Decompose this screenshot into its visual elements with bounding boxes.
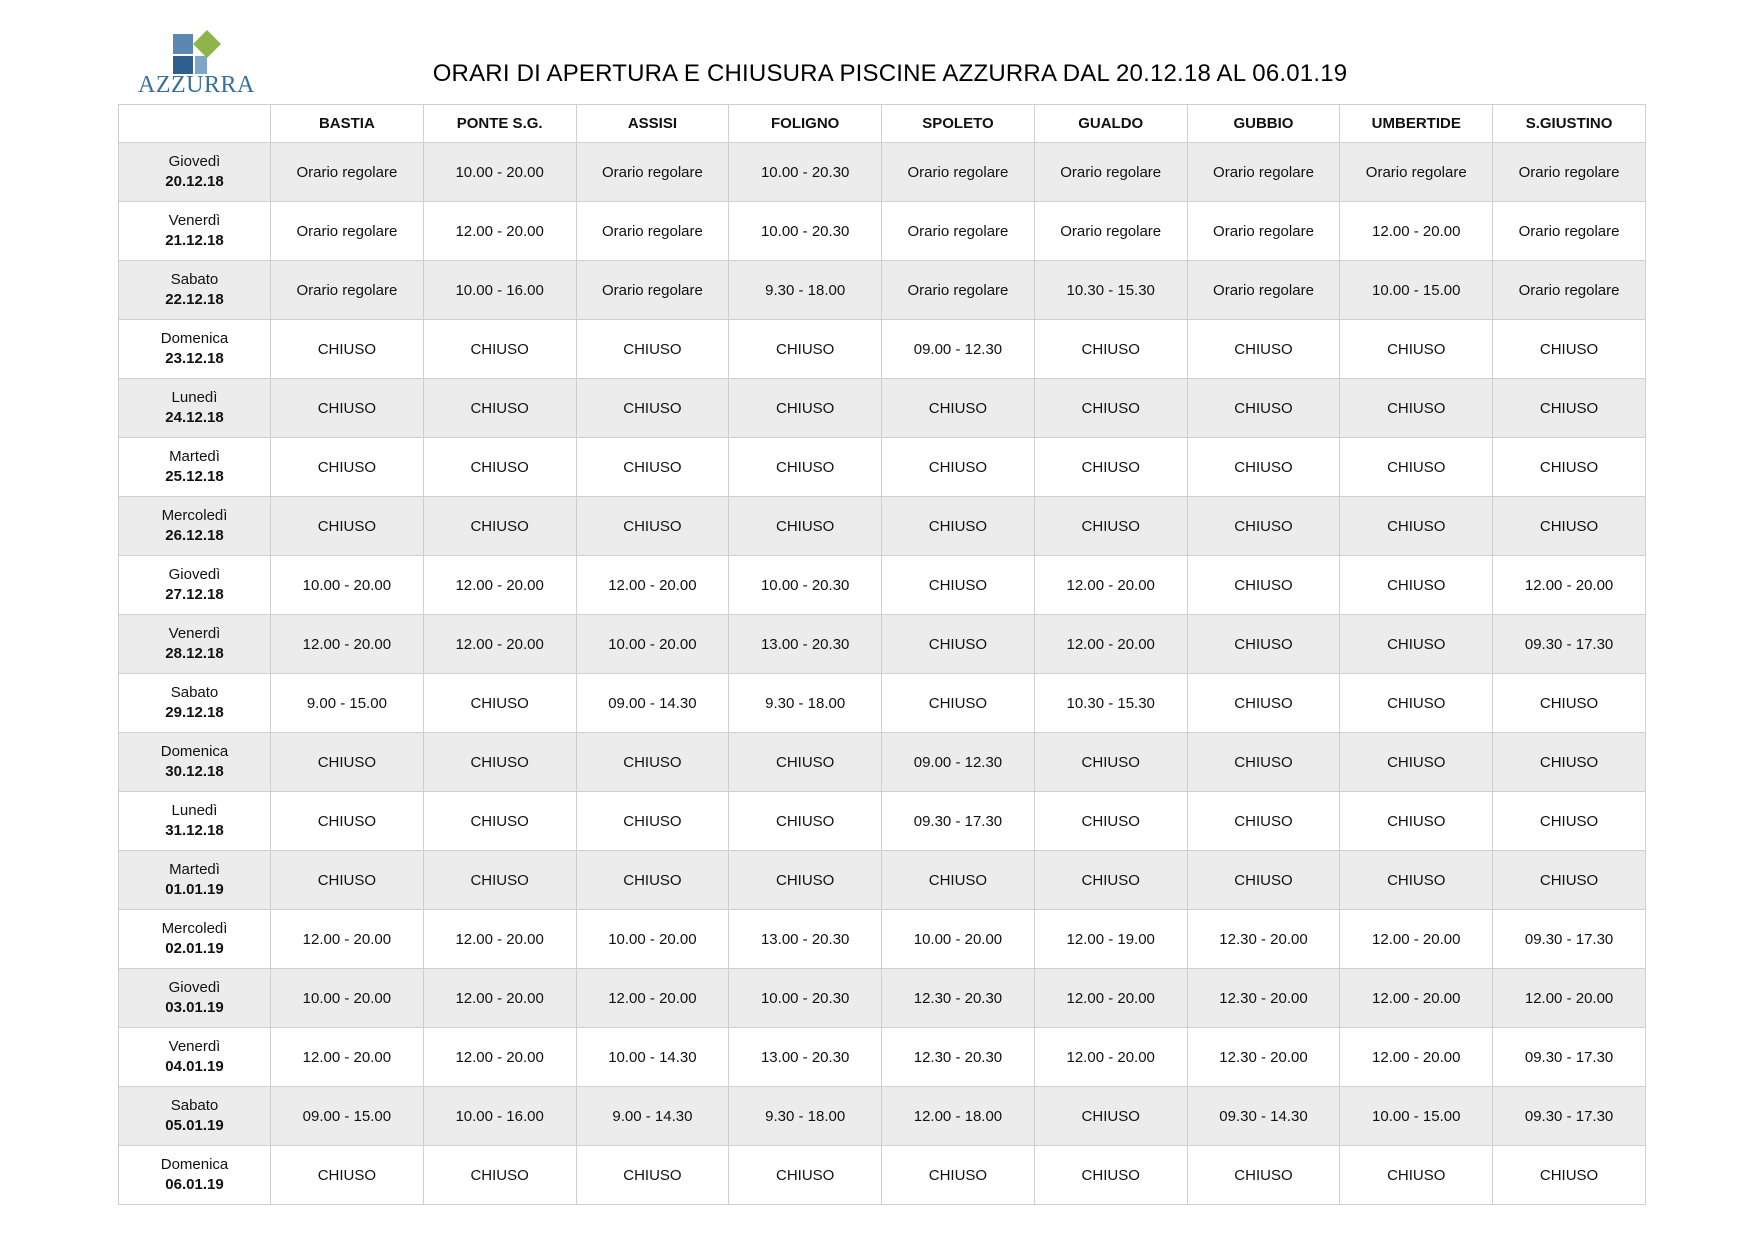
table-row	[119, 202, 1646, 261]
day-cell	[119, 851, 271, 910]
hours-cell: CHIUSO	[1340, 733, 1493, 792]
hours-cell: 10.00 - 20.00	[271, 969, 424, 1028]
hours-cell: 10.00 - 20.30	[729, 969, 882, 1028]
hours-cell: 12.00 - 20.00	[1340, 969, 1493, 1028]
day-date: 02.01.19	[165, 940, 224, 957]
opening-hours-table	[118, 104, 1646, 1205]
day-cell	[119, 969, 271, 1028]
hours-cell: CHIUSO	[729, 792, 882, 851]
hours-cell: 12.00 - 20.00	[1340, 910, 1493, 969]
hours-cell: Orario regolare	[576, 202, 729, 261]
hours-cell: 9.00 - 14.30	[576, 1087, 729, 1146]
hours-cell: 12.00 - 20.00	[1034, 1028, 1187, 1087]
table-row	[119, 556, 1646, 615]
hours-cell: 10.00 - 14.30	[576, 1028, 729, 1087]
hours-cell: 12.30 - 20.00	[1187, 969, 1340, 1028]
day-cell	[119, 910, 271, 969]
hours-cell: 12.30 - 20.00	[1187, 1028, 1340, 1087]
day-cell	[119, 556, 271, 615]
hours-cell: Orario regolare	[576, 143, 729, 202]
hours-cell: CHIUSO	[423, 379, 576, 438]
day-date: 30.12.18	[165, 763, 224, 780]
table-row	[119, 851, 1646, 910]
day-name: Giovedì	[168, 979, 221, 996]
hours-cell: CHIUSO	[729, 497, 882, 556]
day-name: Giovedì	[168, 566, 221, 583]
hours-cell: 12.00 - 20.00	[271, 615, 424, 674]
hours-cell: CHIUSO	[1034, 1146, 1187, 1205]
hours-cell: CHIUSO	[1493, 733, 1646, 792]
hours-cell: 12.00 - 20.00	[1340, 1028, 1493, 1087]
day-cell	[119, 379, 271, 438]
table-row	[119, 1087, 1646, 1146]
day-name: Venerdì	[168, 1038, 221, 1055]
hours-cell: CHIUSO	[729, 320, 882, 379]
day-cell	[119, 143, 271, 202]
day-cell	[119, 1028, 271, 1087]
day-name: Venerdì	[168, 212, 221, 229]
day-date: 22.12.18	[165, 291, 224, 308]
day-date: 31.12.18	[165, 822, 224, 839]
hours-cell: Orario regolare	[271, 202, 424, 261]
hours-cell: CHIUSO	[1034, 851, 1187, 910]
day-cell	[119, 320, 271, 379]
day-name: Lunedì	[171, 802, 218, 819]
day-name: Mercoledì	[161, 920, 228, 937]
hours-cell: CHIUSO	[1340, 438, 1493, 497]
hours-cell: 12.00 - 20.00	[423, 615, 576, 674]
hours-cell: CHIUSO	[729, 851, 882, 910]
column-header-pool: GUBBIO	[1187, 105, 1340, 143]
hours-cell: CHIUSO	[271, 851, 424, 910]
hours-cell: 12.00 - 20.00	[1493, 556, 1646, 615]
hours-cell: Orario regolare	[1493, 202, 1646, 261]
column-header-pool: PONTE S.G.	[423, 105, 576, 143]
hours-cell: CHIUSO	[271, 792, 424, 851]
hours-cell: CHIUSO	[1340, 615, 1493, 674]
hours-cell: CHIUSO	[729, 438, 882, 497]
hours-cell: CHIUSO	[423, 497, 576, 556]
hours-cell: Orario regolare	[271, 261, 424, 320]
day-name: Domenica	[160, 1156, 229, 1173]
column-header-pool: FOLIGNO	[729, 105, 882, 143]
hours-cell: 10.30 - 15.30	[1034, 674, 1187, 733]
hours-cell: 10.00 - 15.00	[1340, 1087, 1493, 1146]
table-row	[119, 379, 1646, 438]
hours-cell: CHIUSO	[1034, 438, 1187, 497]
day-name: Sabato	[170, 684, 219, 701]
hours-cell: 9.00 - 15.00	[271, 674, 424, 733]
hours-cell: Orario regolare	[882, 143, 1035, 202]
hours-cell: CHIUSO	[882, 851, 1035, 910]
table-row	[119, 674, 1646, 733]
hours-cell: 09.00 - 12.30	[882, 733, 1035, 792]
hours-cell: CHIUSO	[1187, 851, 1340, 910]
hours-cell: 13.00 - 20.30	[729, 1028, 882, 1087]
azzurra-logo-mark-icon	[173, 30, 221, 76]
hours-cell: 09.30 - 17.30	[1493, 910, 1646, 969]
day-cell	[119, 1087, 271, 1146]
hours-cell: 12.30 - 20.30	[882, 1028, 1035, 1087]
hours-cell: 09.30 - 17.30	[1493, 615, 1646, 674]
hours-cell: 12.00 - 20.00	[576, 556, 729, 615]
hours-cell: CHIUSO	[1493, 438, 1646, 497]
column-header-pool: S.GIUSTINO	[1493, 105, 1646, 143]
hours-cell: CHIUSO	[1340, 379, 1493, 438]
column-header-pool: UMBERTIDE	[1340, 105, 1493, 143]
hours-cell: CHIUSO	[1493, 674, 1646, 733]
hours-cell: 10.00 - 20.00	[576, 615, 729, 674]
hours-cell: CHIUSO	[423, 674, 576, 733]
hours-cell: CHIUSO	[271, 733, 424, 792]
hours-cell: 10.00 - 20.30	[729, 202, 882, 261]
hours-cell: 10.00 - 16.00	[423, 261, 576, 320]
day-date: 27.12.18	[165, 586, 224, 603]
hours-cell: CHIUSO	[423, 851, 576, 910]
hours-cell: CHIUSO	[1187, 497, 1340, 556]
day-cell	[119, 733, 271, 792]
day-name: Lunedì	[171, 389, 218, 406]
hours-cell: CHIUSO	[1340, 851, 1493, 910]
day-date: 25.12.18	[165, 468, 224, 485]
hours-cell: CHIUSO	[271, 320, 424, 379]
hours-cell: 12.00 - 20.00	[576, 969, 729, 1028]
table-row	[119, 143, 1646, 202]
hours-cell: CHIUSO	[1034, 497, 1187, 556]
table-row	[119, 1146, 1646, 1205]
hours-cell: 10.00 - 15.00	[1340, 261, 1493, 320]
hours-cell: CHIUSO	[882, 674, 1035, 733]
hours-cell: Orario regolare	[1187, 261, 1340, 320]
hours-cell: CHIUSO	[1034, 320, 1187, 379]
hours-cell: CHIUSO	[1493, 1146, 1646, 1205]
logo-wordmark: AZZURRA	[138, 72, 255, 98]
hours-cell: CHIUSO	[1187, 792, 1340, 851]
hours-cell: CHIUSO	[576, 320, 729, 379]
day-name: Domenica	[160, 743, 229, 760]
hours-cell: CHIUSO	[1187, 320, 1340, 379]
hours-cell: CHIUSO	[1340, 674, 1493, 733]
table-row	[119, 910, 1646, 969]
hours-cell: 13.00 - 20.30	[729, 910, 882, 969]
hours-cell: CHIUSO	[1187, 379, 1340, 438]
hours-cell: CHIUSO	[576, 733, 729, 792]
hours-cell: CHIUSO	[882, 1146, 1035, 1205]
hours-cell: CHIUSO	[882, 497, 1035, 556]
hours-cell: Orario regolare	[271, 143, 424, 202]
hours-cell: CHIUSO	[423, 792, 576, 851]
hours-cell: Orario regolare	[1493, 261, 1646, 320]
hours-cell: 12.00 - 20.00	[271, 1028, 424, 1087]
table-body	[119, 143, 1646, 1205]
day-date: 06.01.19	[165, 1176, 224, 1193]
hours-cell: 09.30 - 17.30	[1493, 1087, 1646, 1146]
hours-cell: 12.00 - 20.00	[423, 556, 576, 615]
hours-cell: CHIUSO	[1340, 1146, 1493, 1205]
hours-cell: 10.00 - 20.00	[271, 556, 424, 615]
day-cell	[119, 615, 271, 674]
hours-cell: CHIUSO	[576, 792, 729, 851]
hours-cell: CHIUSO	[1187, 556, 1340, 615]
hours-cell: Orario regolare	[1493, 143, 1646, 202]
table-row	[119, 1028, 1646, 1087]
day-name: Martedì	[169, 861, 220, 878]
hours-cell: CHIUSO	[271, 497, 424, 556]
hours-cell: CHIUSO	[1493, 320, 1646, 379]
table-row	[119, 497, 1646, 556]
hours-cell: CHIUSO	[1187, 674, 1340, 733]
day-name: Sabato	[170, 271, 219, 288]
hours-cell: Orario regolare	[1034, 202, 1187, 261]
day-cell	[119, 261, 271, 320]
table-row	[119, 615, 1646, 674]
hours-cell: CHIUSO	[423, 320, 576, 379]
column-header-pool: ASSISI	[576, 105, 729, 143]
hours-cell: 10.00 - 20.00	[423, 143, 576, 202]
hours-cell: 12.00 - 20.00	[423, 202, 576, 261]
hours-cell: 12.00 - 20.00	[1034, 969, 1187, 1028]
hours-cell: 10.00 - 20.30	[729, 556, 882, 615]
day-name: Giovedì	[168, 153, 221, 170]
hours-cell: CHIUSO	[576, 1146, 729, 1205]
day-date: 26.12.18	[165, 527, 224, 544]
day-cell	[119, 674, 271, 733]
hours-cell: 12.00 - 20.00	[1340, 202, 1493, 261]
hours-cell: Orario regolare	[576, 261, 729, 320]
table-row	[119, 261, 1646, 320]
hours-cell: 12.00 - 20.00	[1034, 556, 1187, 615]
hours-cell: CHIUSO	[1187, 438, 1340, 497]
hours-cell: CHIUSO	[729, 1146, 882, 1205]
hours-cell: Orario regolare	[882, 261, 1035, 320]
column-header-day	[119, 105, 271, 143]
day-cell	[119, 497, 271, 556]
day-cell	[119, 202, 271, 261]
hours-cell: 12.30 - 20.00	[1187, 910, 1340, 969]
hours-cell: CHIUSO	[882, 615, 1035, 674]
table-row	[119, 969, 1646, 1028]
hours-cell: 9.30 - 18.00	[729, 674, 882, 733]
hours-cell: CHIUSO	[271, 379, 424, 438]
hours-cell: 10.00 - 16.00	[423, 1087, 576, 1146]
day-name: Domenica	[160, 330, 229, 347]
hours-cell: CHIUSO	[1340, 792, 1493, 851]
hours-cell: CHIUSO	[1034, 379, 1187, 438]
hours-cell: CHIUSO	[576, 438, 729, 497]
day-date: 29.12.18	[165, 704, 224, 721]
day-date: 04.01.19	[165, 1058, 224, 1075]
hours-cell: 12.00 - 19.00	[1034, 910, 1187, 969]
hours-cell: CHIUSO	[1034, 1087, 1187, 1146]
hours-cell: CHIUSO	[271, 438, 424, 497]
hours-cell: 12.00 - 20.00	[423, 1028, 576, 1087]
hours-cell: Orario regolare	[1034, 143, 1187, 202]
day-date: 21.12.18	[165, 232, 224, 249]
table-row	[119, 733, 1646, 792]
hours-cell: CHIUSO	[1493, 792, 1646, 851]
hours-cell: CHIUSO	[423, 733, 576, 792]
hours-cell: 12.00 - 20.00	[423, 969, 576, 1028]
hours-cell: 09.30 - 14.30	[1187, 1087, 1340, 1146]
hours-cell: Orario regolare	[1187, 143, 1340, 202]
day-date: 01.01.19	[165, 881, 224, 898]
day-cell	[119, 438, 271, 497]
day-name: Martedì	[169, 448, 220, 465]
day-cell	[119, 1146, 271, 1205]
hours-cell: CHIUSO	[1493, 379, 1646, 438]
hours-cell: 10.00 - 20.00	[576, 910, 729, 969]
hours-cell: CHIUSO	[882, 438, 1035, 497]
day-name: Sabato	[170, 1097, 219, 1114]
hours-cell: CHIUSO	[576, 851, 729, 910]
hours-cell: CHIUSO	[729, 733, 882, 792]
hours-cell: CHIUSO	[882, 379, 1035, 438]
hours-cell: CHIUSO	[271, 1146, 424, 1205]
day-date: 24.12.18	[165, 409, 224, 426]
hours-cell: CHIUSO	[1034, 733, 1187, 792]
hours-cell: 12.30 - 20.30	[882, 969, 1035, 1028]
hours-cell: 09.00 - 12.30	[882, 320, 1035, 379]
table-header-row	[119, 105, 1646, 143]
day-date: 03.01.19	[165, 999, 224, 1016]
hours-cell: CHIUSO	[1187, 1146, 1340, 1205]
day-date: 05.01.19	[165, 1117, 224, 1134]
day-name: Mercoledì	[161, 507, 228, 524]
hours-cell: CHIUSO	[1187, 733, 1340, 792]
hours-cell: 12.00 - 18.00	[882, 1087, 1035, 1146]
hours-cell: CHIUSO	[423, 1146, 576, 1205]
hours-cell: 12.00 - 20.00	[271, 910, 424, 969]
hours-cell: 10.00 - 20.30	[729, 143, 882, 202]
hours-cell: CHIUSO	[1340, 320, 1493, 379]
page-title: ORARI DI APERTURA E CHIUSURA PISCINE AZZURRA DAL 20.12.18 AL 06.01.19	[432, 60, 1348, 87]
day-date: 28.12.18	[165, 645, 224, 662]
column-header-pool: GUALDO	[1034, 105, 1187, 143]
day-date: 23.12.18	[165, 350, 224, 367]
hours-cell: 12.00 - 20.00	[1034, 615, 1187, 674]
day-cell	[119, 792, 271, 851]
column-header-pool: BASTIA	[271, 105, 424, 143]
hours-cell: 12.00 - 20.00	[1493, 969, 1646, 1028]
column-header-pool: SPOLETO	[882, 105, 1035, 143]
hours-cell: Orario regolare	[1187, 202, 1340, 261]
hours-cell: Orario regolare	[882, 202, 1035, 261]
hours-cell: 9.30 - 18.00	[729, 1087, 882, 1146]
hours-cell: CHIUSO	[576, 497, 729, 556]
hours-cell: 13.00 - 20.30	[729, 615, 882, 674]
hours-cell: CHIUSO	[1493, 851, 1646, 910]
hours-cell: 10.00 - 20.00	[882, 910, 1035, 969]
hours-cell: 9.30 - 18.00	[729, 261, 882, 320]
hours-cell: CHIUSO	[423, 438, 576, 497]
hours-cell: 09.30 - 17.30	[882, 792, 1035, 851]
hours-cell: 09.30 - 17.30	[1493, 1028, 1646, 1087]
hours-cell: CHIUSO	[1034, 792, 1187, 851]
day-date: 20.12.18	[165, 173, 224, 190]
hours-cell: Orario regolare	[1340, 143, 1493, 202]
hours-cell: CHIUSO	[1187, 615, 1340, 674]
hours-cell: CHIUSO	[1340, 556, 1493, 615]
hours-cell: 09.00 - 14.30	[576, 674, 729, 733]
hours-cell: CHIUSO	[882, 556, 1035, 615]
table-row	[119, 320, 1646, 379]
hours-cell: 12.00 - 20.00	[423, 910, 576, 969]
hours-cell: CHIUSO	[1493, 497, 1646, 556]
table-row	[119, 792, 1646, 851]
hours-cell: CHIUSO	[576, 379, 729, 438]
hours-cell: 09.00 - 15.00	[271, 1087, 424, 1146]
day-name: Venerdì	[168, 625, 221, 642]
hours-cell: CHIUSO	[1340, 497, 1493, 556]
hours-cell: 10.30 - 15.30	[1034, 261, 1187, 320]
table-row	[119, 438, 1646, 497]
hours-cell: CHIUSO	[729, 379, 882, 438]
